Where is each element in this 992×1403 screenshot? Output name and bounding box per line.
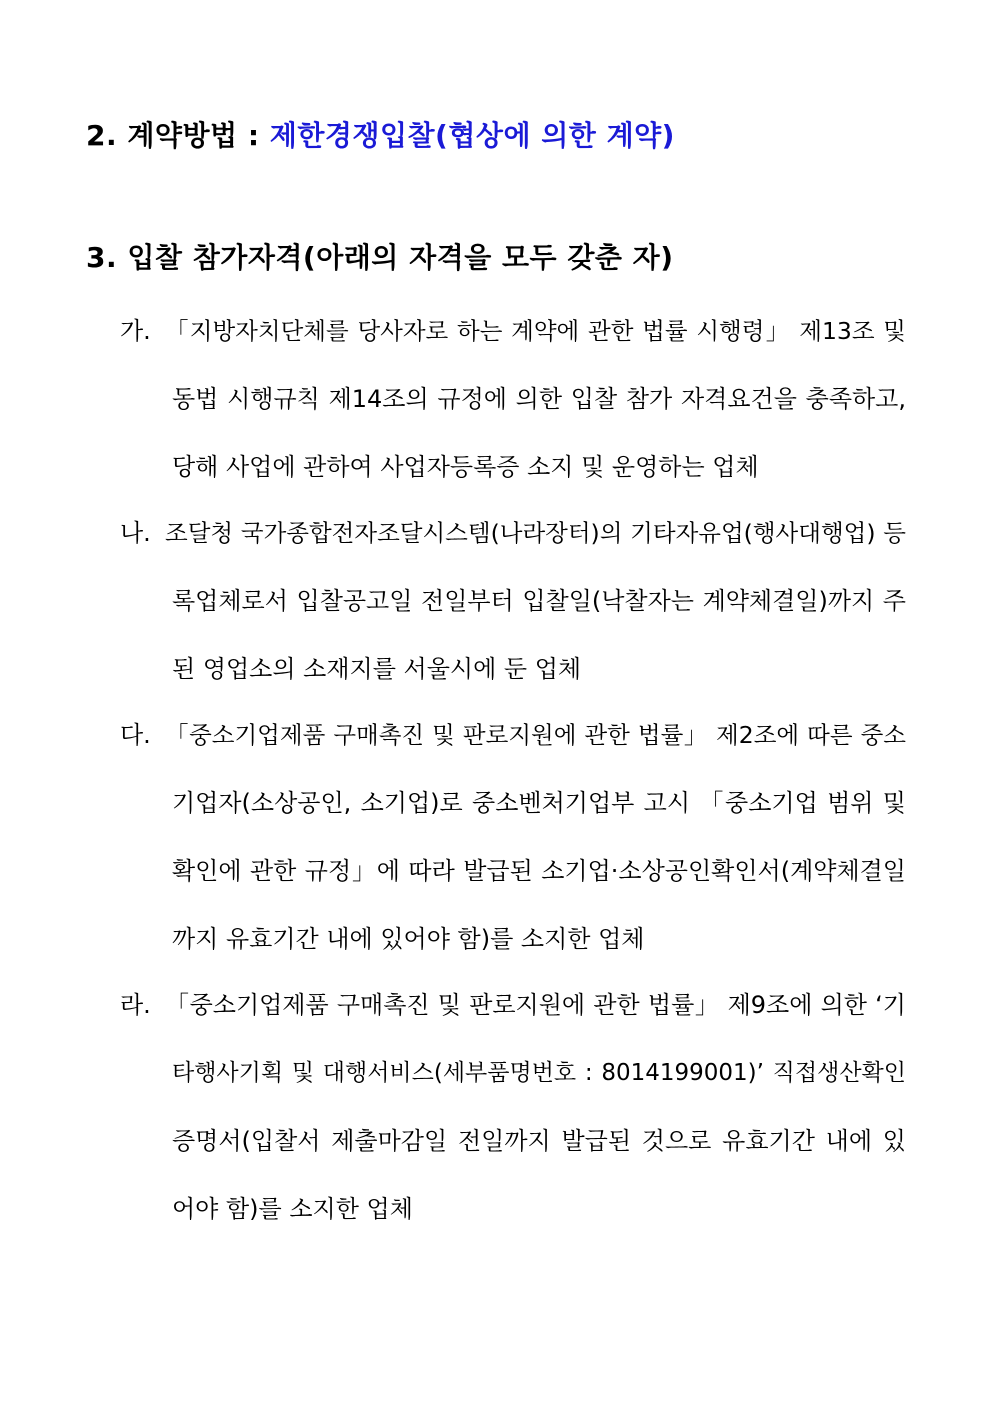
section-2-number: 2. [86, 119, 118, 152]
list-item-line: 조달청 국가종합전자조달시스템(나라장터)의 기타자유업(행사대행업) 등 [165, 519, 906, 547]
list-item-line: 「중소기업제품 구매촉진 및 판로지원에 관한 법률」 제2조에 따른 중소 [165, 721, 906, 749]
list-item-line: 「지방자치단체를 당사자로 하는 계약에 관한 법률 시행령」 제13조 및 [165, 317, 906, 345]
list-item-line: 어야 함)를 소지한 업체 [172, 1195, 413, 1223]
list-item-line: 확인에 관한 규정」에 따라 발급된 소기업·소상공인확인서(계약체결일 [172, 857, 906, 885]
list-item-marker: 라. [120, 991, 151, 1019]
list-item-line: 동법 시행규칙 제14조의 규정에 의한 입찰 참가 자격요건을 충족하고, [172, 385, 906, 413]
section-3-label: 입찰 참가자격(아래의 자격을 모두 갖춘 자) [127, 241, 674, 274]
list-item-na [120, 518, 906, 722]
list-item-line: 타행사기획 및 대행서비스(세부품명번호 : 8014199001)’ 직접생산확인 [172, 1060, 906, 1086]
list-item-marker: 나. [120, 519, 151, 547]
list-item-line: 록업체로서 입찰공고일 전일부터 입찰일(낙찰자는 계약체결일)까지 주 [172, 587, 906, 615]
list-item-line: 「중소기업제품 구매촉진 및 판로지원에 관한 법률」 제9조에 의한 ‘기 [165, 991, 906, 1019]
section-2-label: 계약방법 : [127, 119, 260, 152]
list-item-line: 된 영업소의 소재지를 서울시에 둔 업체 [172, 655, 582, 683]
list-item-line: 기업자(소상공인, 소기업)로 중소벤처기업부 고시 「중소기업 범위 및 [172, 789, 906, 817]
section-3-number: 3. [86, 241, 118, 274]
section-2-value: 제한경쟁입찰(협상에 의한 계약) [269, 119, 675, 152]
section-3-heading [86, 236, 674, 276]
list-item-line: 까지 유효기간 내에 있어야 함)를 소지한 업체 [172, 925, 645, 953]
list-item-line: 증명서(입찰서 제출마감일 전일까지 발급된 것으로 유효기간 내에 있 [172, 1127, 906, 1155]
list-item-da [120, 720, 906, 992]
section-2-heading [86, 114, 675, 154]
list-item-ra [120, 990, 906, 1262]
list-item-marker: 가. [120, 317, 151, 345]
list-item-line: 당해 사업에 관하여 사업자등록증 소지 및 운영하는 업체 [172, 453, 759, 481]
list-item-marker: 다. [120, 721, 151, 749]
list-item-ga [120, 316, 906, 520]
